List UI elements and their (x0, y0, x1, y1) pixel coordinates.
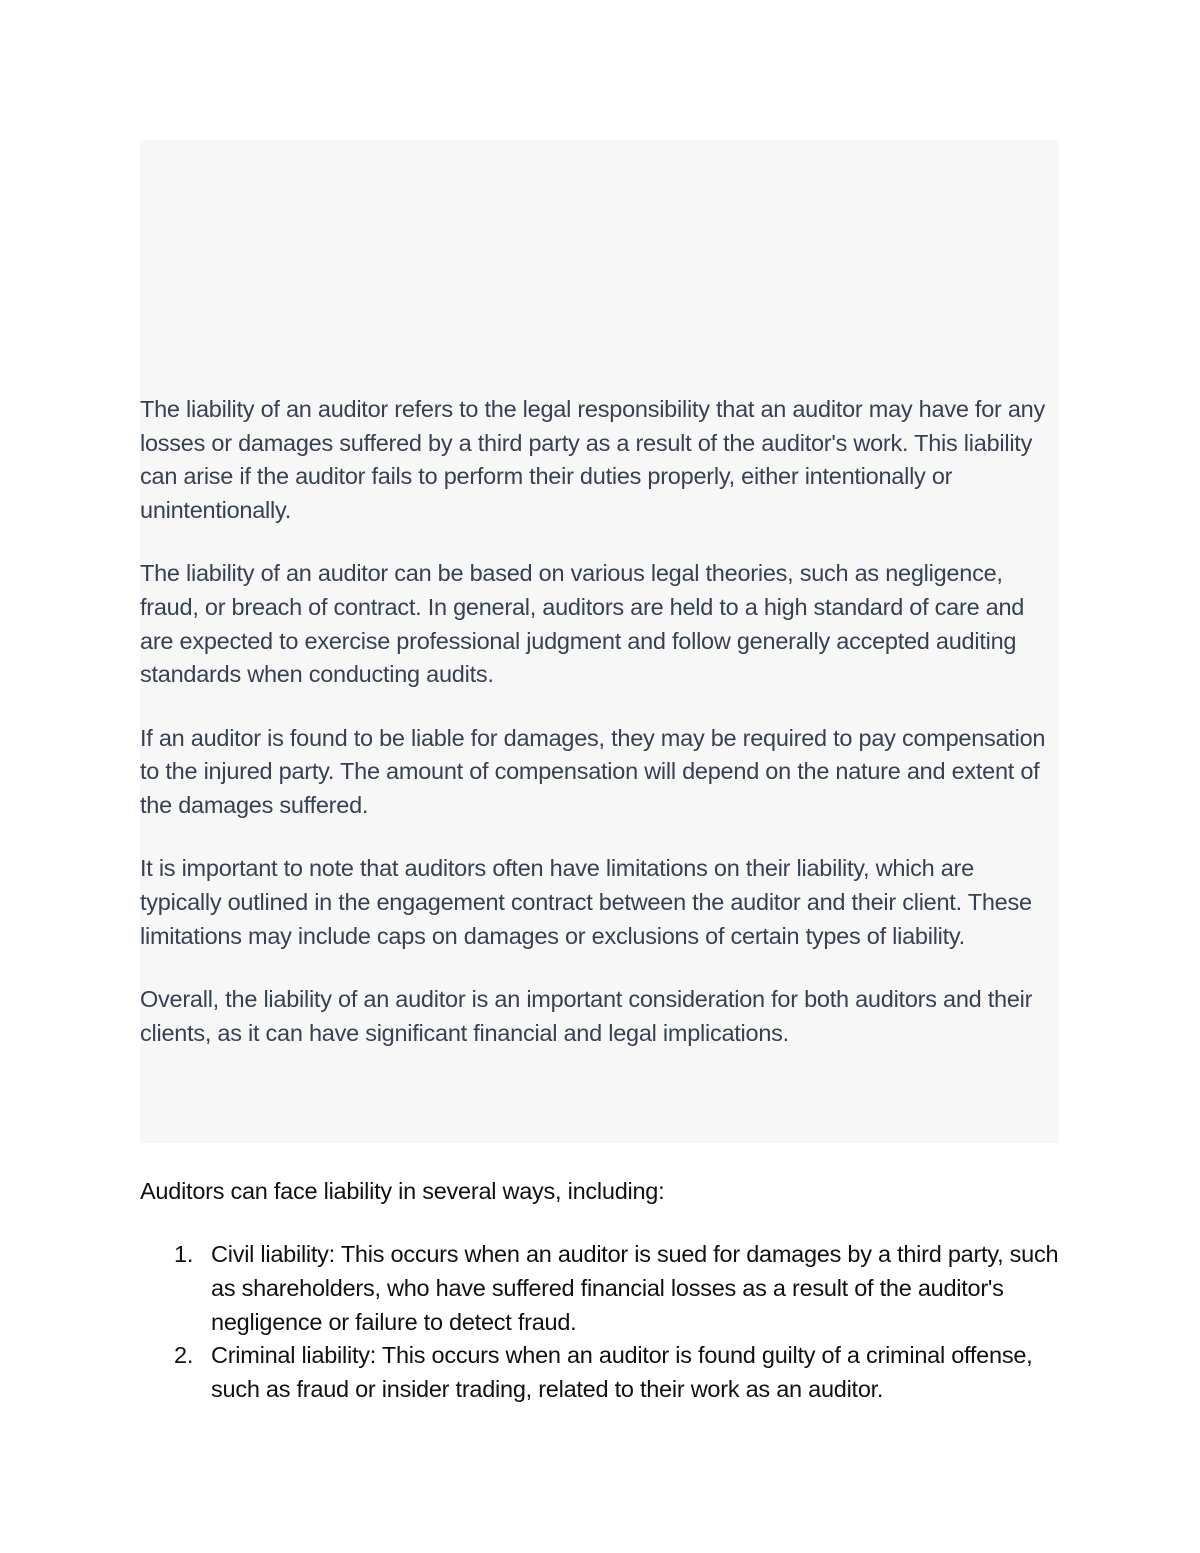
paragraph: It is important to note that auditors often have limitations on their liability, which are typically outlined in the engagement contract between the auditor and their client. These limitations may include caps on damages or exclusions of certain types of liability. (140, 855, 1032, 949)
shaded-text-section (140, 393, 1059, 1080)
list-item-number: 1. (174, 1241, 194, 1268)
liability-list (140, 1238, 1070, 1407)
list-item (140, 1238, 1070, 1339)
paragraph: The liability of an auditor can be based on various legal theories, such as negligence, fraud, or breach of contract. In general, auditors are held to a high standard of care and are expected to exercise professional judgment and follow generally accepted auditing standards when conducting audits. (140, 560, 1025, 688)
list-item-text: Civil liability: This occurs when an auditor is sued for damages by a third party, such as shareholders, who have suffered financial losses as a result of the auditor's negligence or failure to detect fraud. (211, 1241, 1059, 1335)
paragraph: Overall, the liability of an auditor is an important consideration for both auditors and their clients, as it can have significant financial and legal implications. (140, 985, 1033, 1046)
list-item (140, 1339, 1070, 1406)
list-item-number: 2. (174, 1342, 194, 1369)
paragraph: The liability of an auditor refers to the legal responsibility that an auditor may have for any losses or damages suffered by a third party as a result of the auditor's work. This liability can arise if the auditor fails to perform their duties properly, either intentionally or unintentionally. (140, 396, 1046, 524)
paragraph: If an auditor is found to be liable for damages, they may be required to pay compensation to the injured party. The amount of compensation will depend on the nature and extent of the damages suffered. (140, 724, 1046, 819)
list-item-text: Criminal liability: This occurs when an auditor is found guilty of a criminal offense, such as fraud or insider trading, related to their work as an auditor. (211, 1342, 1033, 1403)
list-intro: Auditors can face liability in several ways, including: (140, 1178, 665, 1204)
plain-text-section (140, 1175, 1070, 1407)
